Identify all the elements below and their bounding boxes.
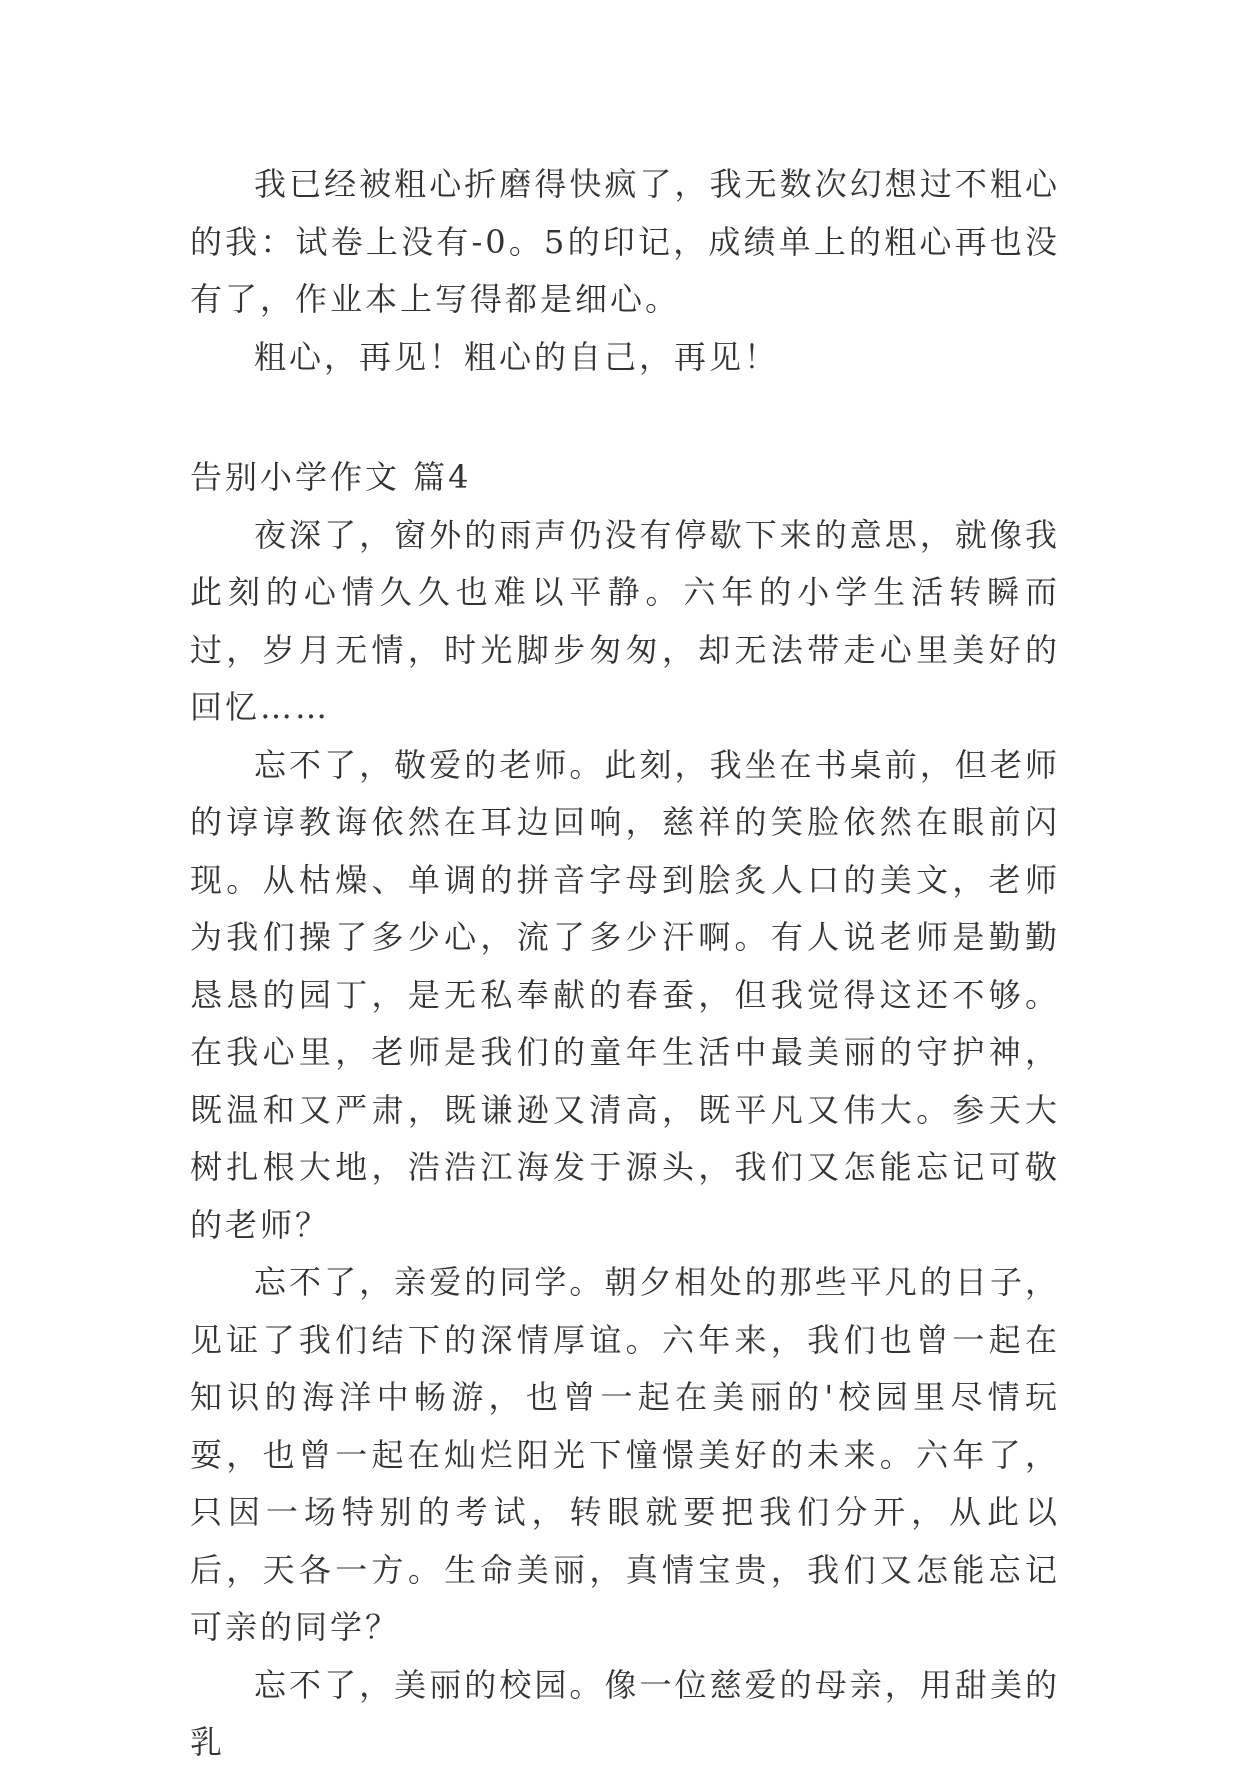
paragraph: 粗心，再见！粗心的自己，再见！ (254, 337, 780, 376)
paragraph: 忘不了，美丽的校园。像一位慈爱的母亲，用甜美的乳 (190, 1665, 1060, 1761)
body-text-top (190, 156, 1060, 386)
section-heading: 告别小学作文 篇4 (190, 458, 472, 496)
paragraph: 忘不了，敬爱的老师。此刻，我坐在书桌前，但老师的谆谆教诲依然在耳边回响，慈祥的笑脸依然在眼前闪现。从枯燥、单调的拼音字母到脍炙人口的美文，老师为我们操了多少心，流了多少汗啊。有人说老师是勤勤恳恳的园丁，是无私奉献的春蚕，但我觉得这还不够。在我心里，老师是我们的童年生活中最美丽的守护神，既温和又严肃，既谦逊又清高，既平凡又伟大。参天大树扎根大地，浩浩江海发于源头，我们又怎能忘记可敬的老师？ (190, 745, 1060, 1244)
paragraph: 忘不了，亲爱的同学。朝夕相处的那些平凡的日子，见证了我们结下的深情厚谊。六年来，我们也曾一起在知识的海洋中畅游，也曾一起在美丽的'校园里尽情玩耍，也曾一起在灿烂阳光下憧憬美好的未来。六年了，只因一场特别的考试，转眼就要把我们分开，从此以后，天各一方。生命美丽，真情宝贵，我们又怎能忘记可亲的同学？ (190, 1263, 1060, 1646)
paragraph: 夜深了，窗外的雨声仍没有停歇下来的意思，就像我此刻的心情久久也难以平静。六年的小学生活转瞬而过，岁月无情，时光脚步匆匆，却无法带走心里美好的回忆…… (190, 515, 1060, 726)
paragraph: 我已经被粗心折磨得快疯了，我无数次幻想过不粗心的我：试卷上没有-0。5的印记，成绩单上的粗心再也没有了，作业本上写得都是细心。 (190, 165, 1060, 318)
body-text-section-4 (190, 449, 1060, 1772)
